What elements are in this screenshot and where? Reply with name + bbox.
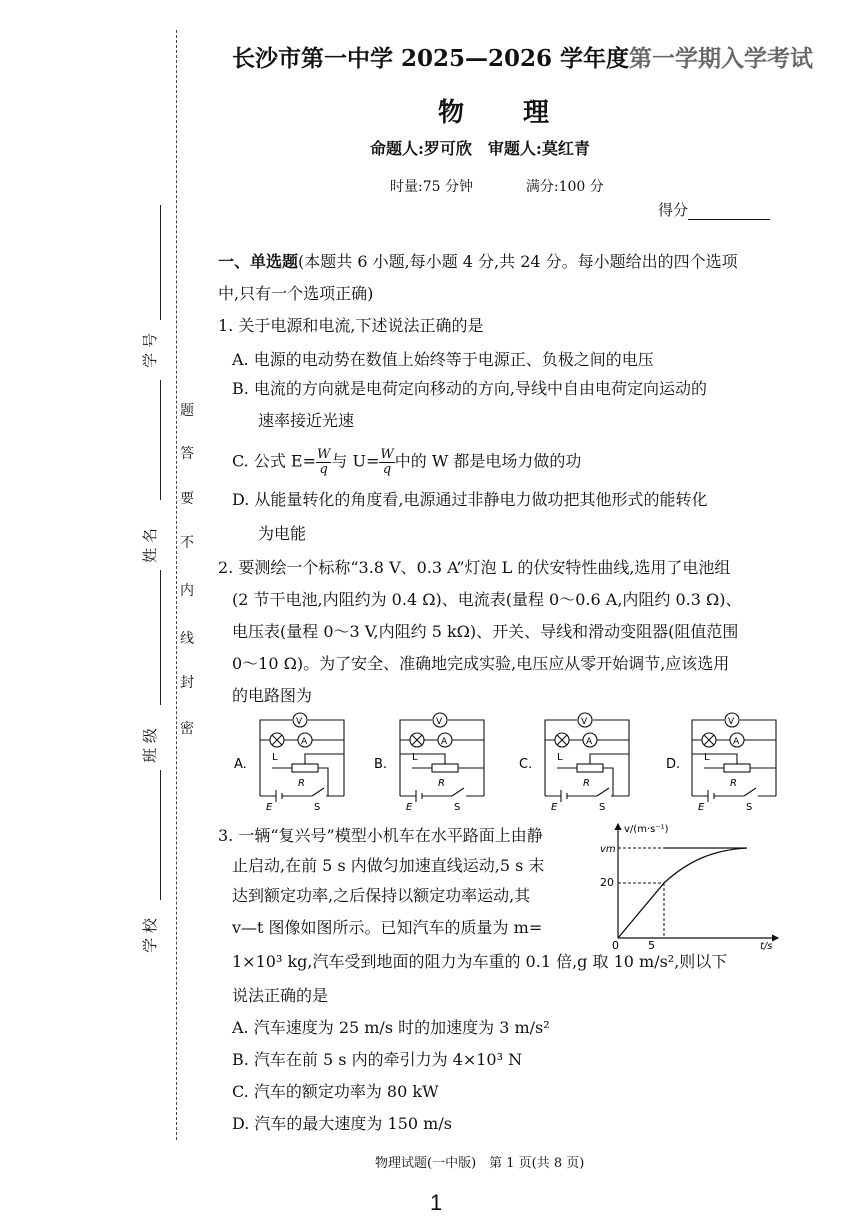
frac-num: W	[380, 447, 394, 462]
y-tick-label: 20	[600, 876, 614, 889]
bulb-label: L	[272, 752, 278, 763]
ammeter-label: A	[301, 737, 308, 747]
q3-line-3: 达到额定功率,之后保持以额定功率运动,其	[232, 886, 531, 905]
battery-label: E	[266, 802, 273, 813]
time-limit: 时量:75 分钟	[390, 179, 473, 195]
x-tick-label: 5	[648, 939, 655, 950]
bulb-cross	[557, 735, 567, 745]
voltmeter-label: V	[581, 717, 588, 727]
circuit-diagrams	[232, 708, 792, 813]
bulb-label: L	[557, 752, 563, 763]
seal-dashed-line	[176, 30, 177, 1140]
rheostat-icon	[292, 764, 318, 772]
section-heading	[218, 252, 738, 271]
q3-line-6: 说法正确的是	[232, 986, 329, 1005]
option-label: D.	[666, 757, 681, 772]
fraction	[379, 448, 394, 476]
battery-label: E	[698, 802, 705, 813]
switch-label: S	[746, 802, 753, 813]
x-axis-label: t/s	[760, 941, 773, 950]
time-info	[390, 176, 604, 196]
subject-title: 物 理	[438, 98, 550, 128]
frac-den: q	[382, 461, 392, 477]
q1-option-c	[232, 448, 581, 476]
q3-line-2: 止启动,在前 5 s 内做匀加速直线运动,5 s 末	[232, 856, 545, 875]
battery-icon	[276, 790, 282, 802]
q3-line-5: 1×10³ kg,汽车受到地面的阻力为车重的 0.1 倍,g 取 10 m/s²,则以下	[232, 952, 728, 971]
ammeter-label: A	[586, 737, 593, 747]
rheostat-label: R	[438, 778, 445, 789]
ammeter-label: A	[441, 737, 448, 747]
name-blank	[160, 380, 161, 500]
seal-char: 不	[180, 535, 194, 551]
page-number: 1	[430, 1190, 443, 1215]
q3-line-4: v—t 图像如图所示。已知汽车的质量为 m=	[232, 918, 543, 937]
class-label: 班 级	[140, 728, 159, 763]
bulb-cross	[704, 735, 714, 745]
q2-line-3: 电压表(量程 0～3 V,内阻约 5 kΩ)、开关、导线和滑动变阻器(阻值范围	[232, 622, 739, 641]
x-tick-label: 0	[612, 939, 619, 950]
class-blank	[160, 570, 161, 705]
battery-label: E	[406, 802, 413, 813]
school-blank	[160, 770, 161, 900]
option-label: C.	[519, 757, 533, 772]
ammeter-label: A	[733, 737, 740, 747]
score-field	[658, 199, 770, 220]
q2-line-4: 0～10 Ω)。为了安全、准确地完成实验,电压应从零开始调节,应该选用	[232, 654, 730, 673]
option-label: A.	[234, 757, 247, 772]
fraction	[316, 448, 331, 476]
rheostat-icon	[724, 764, 750, 772]
voltmeter-label: V	[296, 717, 303, 727]
q1-option-d-cont: 为电能	[258, 524, 307, 543]
voltmeter-label: V	[436, 717, 443, 727]
rheostat-icon	[432, 764, 458, 772]
frac-num: W	[317, 447, 331, 462]
accel-segment	[618, 883, 664, 938]
battery-icon	[708, 790, 714, 802]
q1-stem: 1. 关于电源和电流,下述说法正确的是	[218, 316, 484, 335]
page-footer: 物理试题(一中版) 第 1 页(共 8 页)	[375, 1156, 585, 1171]
option-label: B.	[374, 757, 388, 772]
vt-graph	[596, 818, 786, 950]
circuit-option	[234, 713, 344, 813]
exam-title-tail: 第一学期入学考试	[629, 45, 814, 72]
circuit-option	[374, 713, 484, 813]
seal-char: 题	[180, 403, 194, 419]
rheostat-label: R	[298, 778, 305, 789]
y-axis-label: v/(m·s⁻¹)	[624, 824, 669, 835]
switch-label: S	[454, 802, 461, 813]
q1-option-b-cont: 速率接近光速	[258, 411, 355, 430]
bulb-label: L	[704, 752, 710, 763]
seal-char: 答	[180, 446, 194, 462]
q1-option-d: D. 从能量转化的角度看,电源通过非静电力做功把其他形式的能转化	[232, 490, 708, 509]
school-label: 学 校	[140, 918, 159, 953]
score-blank	[688, 203, 770, 220]
score-label: 得分	[658, 201, 689, 219]
q3-option-a: A. 汽车速度为 25 m/s 时的加速度为 3 m/s²	[232, 1018, 550, 1037]
switch-icon	[744, 788, 756, 796]
q3-option-c: C. 汽车的额定功率为 80 kW	[232, 1082, 439, 1101]
power-curve	[664, 848, 747, 883]
q1-c-post: 中的 W 都是电场力做的功	[394, 451, 582, 471]
q3-option-d: D. 汽车的最大速度为 150 m/s	[232, 1114, 452, 1133]
q1-c-mid: 与 U=	[331, 451, 380, 471]
battery-label: E	[551, 802, 558, 813]
rheostat-label: R	[730, 778, 737, 789]
seal-char: 内	[180, 583, 194, 599]
switch-icon	[312, 788, 324, 796]
seal-char: 封	[180, 675, 194, 691]
switch-icon	[597, 788, 609, 796]
battery-icon	[416, 790, 422, 802]
student-id-blank	[160, 205, 161, 320]
y-tick-label: vm	[600, 844, 616, 855]
seal-char: 密	[180, 721, 194, 737]
exam-title	[232, 40, 813, 73]
setters-line: 命题人:罗可欣 审题人:莫红青	[370, 139, 590, 158]
full-score: 满分:100 分	[525, 179, 604, 195]
q1-c-pre: C. 公式 E=	[232, 451, 317, 471]
rheostat-icon	[577, 764, 603, 772]
bulb-cross	[412, 735, 422, 745]
q2-line-5: 的电路图为	[232, 686, 313, 705]
frac-den: q	[319, 461, 328, 477]
circuit-option	[519, 713, 629, 813]
exam-title-main: 长沙市第一中学 2025—2026 学年度	[232, 45, 630, 72]
q2-line-2: (2 节干电池,内阻约为 0.4 Ω)、电流表(量程 0～0.6 A,内阻约 0.3 Ω)、	[232, 590, 742, 609]
q1-option-b: B. 电流的方向就是电荷定向移动的方向,导线中自由电荷定向运动的	[232, 379, 708, 398]
section-desc: (本题共 6 小题,每小题 4 分,共 24 分。每小题给出的四个选项	[298, 252, 738, 271]
battery-icon	[561, 790, 567, 802]
seal-char: 线	[180, 631, 194, 647]
q3-line-1: 3. 一辆“复兴号”模型小机车在水平路面上由静	[218, 826, 543, 845]
bulb-cross	[272, 735, 282, 745]
switch-icon	[452, 788, 464, 796]
voltmeter-label: V	[728, 717, 735, 727]
q1-option-a: A. 电源的电动势在数值上始终等于电源正、负极之间的电压	[232, 350, 654, 369]
q2-line-1: 2. 要测绘一个标称“3.8 V、0.3 A”灯泡 L 的伏安特性曲线,选用了电池组	[218, 558, 731, 577]
rheostat-label: R	[583, 778, 590, 789]
switch-label: S	[599, 802, 606, 813]
student-id-label: 学 号	[140, 333, 159, 368]
switch-label: S	[314, 802, 321, 813]
section-title: 一、单选题	[218, 252, 299, 271]
q3-option-b: B. 汽车在前 5 s 内的牵引力为 4×10³ N	[232, 1050, 523, 1069]
section-desc-2: 中,只有一个选项正确)	[218, 284, 374, 303]
name-label: 姓 名	[140, 528, 159, 563]
circuit-option	[666, 713, 776, 813]
bulb-label: L	[412, 752, 418, 763]
seal-char: 要	[180, 491, 194, 507]
